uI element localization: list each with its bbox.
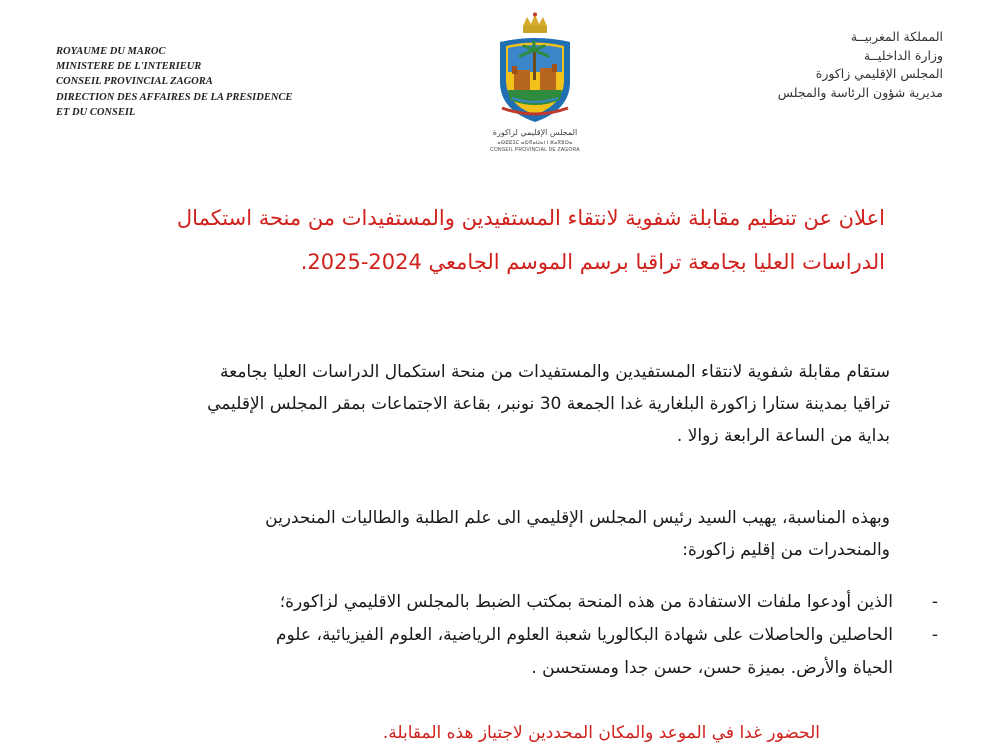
paragraph-line: والمنحدرات من إقليم زاكورة: [682,540,890,560]
logo-caption-tifinagh: ⴰⵙⵇⵇⵉⵎ ⴰⵙⴳⴰⵡⴰⵏ ⵏ ⵣⴰⴳⵓⵔⴰ [497,140,573,146]
bullet-dash: - [931,592,939,612]
announcement-title [100,196,885,284]
header-right-line: المجلس الإقليمي زاكورة [815,66,943,81]
attendance-note: الحضور غدا في الموعد والمكان المحددين لاجتياز هذه المقابلة. [382,723,820,743]
bullet-dash: - [931,625,939,645]
eligibility-list [90,586,945,685]
header-right-line: مديرية شؤون الرئاسة والمجلس [777,84,943,100]
list-item-text: الذين أودعوا ملفات الاستفادة من هذه المنحة بمكتب الضبط بالمجلس الاقليمي لزاكورة؛ [279,592,893,612]
title-line: اعلان عن تنظيم مقابلة شفوية لانتقاء المستفيدين والمستفيدات من منحة استكمال [176,206,885,230]
header-left-line: DIRECTION DES AFFAIRES DE LA PRESIDENCE [56,91,293,103]
paragraph-call-to-students [90,502,890,566]
provincial-council-logo [486,12,584,157]
paragraph-line: بداية من الساعة الرابعة زوالا . [676,426,890,446]
header-left-block [56,44,396,120]
header-left-line: CONSEIL PROVINCIAL ZAGORA [56,76,213,88]
paragraph-line: ستقام مقابلة شفوية لانتقاء المستفيدين والمستفيدات من منحة استكمال الدراسات العليا بجامعة [220,362,890,382]
logo-caption-arabic: المجلس الإقليمي لزاكورة [492,128,578,137]
list-item [90,586,945,619]
header-right-block [623,28,943,102]
header-right-line: وزارة الداخليــة [863,47,943,63]
title-line: الدراسات العليا بجامعة تراقيا برسم الموسم الجامعي 2024-2025. [300,250,885,274]
header-left-line: MINISTERE DE L'INTERIEUR [56,61,202,73]
list-item-text: الحياة والأرض. بميزة حسن، حسن جدا ومستحسن . [531,658,893,678]
emblem-icon [486,12,584,127]
paragraph-interview-details [90,356,890,452]
header-right-line: المملكة المغربيــة [850,29,943,44]
header-left-line: ROYAUME DU MAROC [56,46,166,57]
paragraph-line: وبهذه المناسبة، يهيب السيد رئيس المجلس الإقليمي الى علم الطلبة والطاليات المنحدرين [265,508,890,528]
list-item [90,619,945,685]
paragraph-line: تراقيا بمدينة ستارا زاكورة البلغارية غدا الجمعة 30 نونبر، بقاعة الاجتماعات بمقر المجلس الإقليمي [207,394,890,414]
list-item-text: الحاصلين والحاصلات على شهادة البكالوريا شعبة العلوم الرياضية، العلوم الفيزيائية، علوم [275,625,893,645]
header-left-line: ET DU CONSEIL [56,106,136,118]
crown-icon [523,13,547,34]
logo-caption-french: CONSEIL PROVINCIAL DE ZAGORA [490,147,580,153]
